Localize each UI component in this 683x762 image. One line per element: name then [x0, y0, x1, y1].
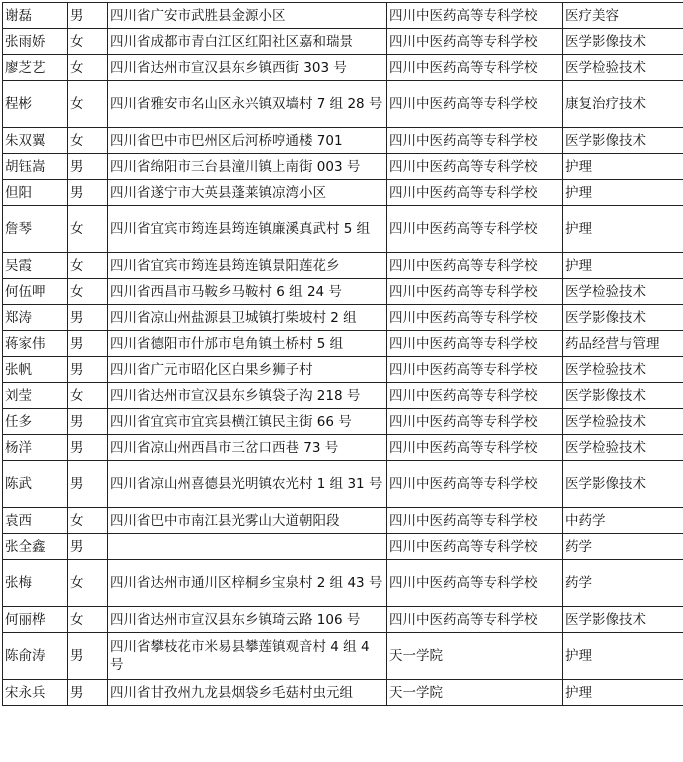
name-cell: 袁西	[3, 508, 68, 534]
address-cell: 四川省德阳市什邡市皂角镇土桥村 5 组	[108, 331, 387, 357]
name-cell: 张全鑫	[3, 534, 68, 560]
address-cell: 四川省甘孜州九龙县烟袋乡毛菇村虫元组	[108, 680, 387, 706]
address-cell: 四川省凉山州盐源县卫城镇打柴坡村 2 组	[108, 305, 387, 331]
school-cell: 四川中医药高等专科学校	[387, 253, 563, 279]
name-cell: 杨洋	[3, 435, 68, 461]
major-cell: 医学影像技术	[563, 29, 683, 55]
table-row	[3, 357, 683, 383]
school-cell: 四川中医药高等专科学校	[387, 154, 563, 180]
gender-cell: 男	[68, 633, 108, 680]
student-table-body	[3, 3, 683, 706]
name-cell: 宋永兵	[3, 680, 68, 706]
major-cell: 医学影像技术	[563, 383, 683, 409]
gender-cell: 男	[68, 409, 108, 435]
table-row	[3, 560, 683, 607]
major-cell: 医学检验技术	[563, 279, 683, 305]
name-cell: 陈武	[3, 461, 68, 508]
table-row	[3, 3, 683, 29]
address-cell: 四川省凉山州西昌市三岔口西巷 73 号	[108, 435, 387, 461]
table-row	[3, 180, 683, 206]
table-row	[3, 383, 683, 409]
name-cell: 但阳	[3, 180, 68, 206]
school-cell: 四川中医药高等专科学校	[387, 461, 563, 508]
major-cell: 中药学	[563, 508, 683, 534]
name-cell: 蒋家伟	[3, 331, 68, 357]
gender-cell: 男	[68, 680, 108, 706]
school-cell: 四川中医药高等专科学校	[387, 435, 563, 461]
school-cell: 四川中医药高等专科学校	[387, 81, 563, 128]
major-cell: 医学检验技术	[563, 55, 683, 81]
table-row	[3, 253, 683, 279]
gender-cell: 男	[68, 461, 108, 508]
major-cell: 药学	[563, 534, 683, 560]
name-cell: 何伍呷	[3, 279, 68, 305]
table-row	[3, 128, 683, 154]
name-cell: 张帆	[3, 357, 68, 383]
name-cell: 詹琴	[3, 206, 68, 253]
address-cell: 四川省达州市宣汉县东乡镇袋子沟 218 号	[108, 383, 387, 409]
major-cell: 医学检验技术	[563, 409, 683, 435]
major-cell: 护理	[563, 154, 683, 180]
school-cell: 四川中医药高等专科学校	[387, 409, 563, 435]
major-cell: 药学	[563, 560, 683, 607]
gender-cell: 男	[68, 534, 108, 560]
table-row	[3, 154, 683, 180]
gender-cell: 女	[68, 55, 108, 81]
table-row	[3, 461, 683, 508]
gender-cell: 女	[68, 607, 108, 633]
school-cell: 四川中医药高等专科学校	[387, 55, 563, 81]
table-row	[3, 331, 683, 357]
name-cell: 朱双翼	[3, 128, 68, 154]
table-row	[3, 633, 683, 680]
gender-cell: 女	[68, 81, 108, 128]
gender-cell: 女	[68, 206, 108, 253]
major-cell: 医学影像技术	[563, 305, 683, 331]
school-cell: 四川中医药高等专科学校	[387, 607, 563, 633]
table-row	[3, 409, 683, 435]
gender-cell: 女	[68, 253, 108, 279]
address-cell: 四川省遂宁市大英县蓬莱镇凉湾小区	[108, 180, 387, 206]
school-cell: 天一学院	[387, 633, 563, 680]
major-cell: 护理	[563, 180, 683, 206]
gender-cell: 男	[68, 180, 108, 206]
gender-cell: 女	[68, 128, 108, 154]
student-table	[2, 2, 683, 706]
name-cell: 陈俞涛	[3, 633, 68, 680]
school-cell: 四川中医药高等专科学校	[387, 128, 563, 154]
gender-cell: 男	[68, 331, 108, 357]
major-cell: 医学检验技术	[563, 357, 683, 383]
gender-cell: 男	[68, 154, 108, 180]
table-row	[3, 508, 683, 534]
table-row	[3, 206, 683, 253]
address-cell: 四川省达州市通川区梓桐乡宝泉村 2 组 43 号	[108, 560, 387, 607]
gender-cell: 女	[68, 383, 108, 409]
major-cell: 医学检验技术	[563, 435, 683, 461]
address-cell: 四川省成都市青白江区红阳社区嘉和瑞景	[108, 29, 387, 55]
major-cell: 护理	[563, 680, 683, 706]
address-cell: 四川省达州市宣汉县东乡镇琦云路 106 号	[108, 607, 387, 633]
name-cell: 刘莹	[3, 383, 68, 409]
gender-cell: 女	[68, 508, 108, 534]
table-row	[3, 607, 683, 633]
gender-cell: 女	[68, 279, 108, 305]
address-cell: 四川省广元市昭化区白果乡狮子村	[108, 357, 387, 383]
table-row	[3, 680, 683, 706]
table-row	[3, 81, 683, 128]
name-cell: 程彬	[3, 81, 68, 128]
gender-cell: 女	[68, 560, 108, 607]
school-cell: 四川中医药高等专科学校	[387, 357, 563, 383]
table-row	[3, 305, 683, 331]
school-cell: 四川中医药高等专科学校	[387, 508, 563, 534]
major-cell: 药品经营与管理	[563, 331, 683, 357]
address-cell: 四川省宜宾市筠连县筠连镇廉溪真武村 5 组	[108, 206, 387, 253]
name-cell: 张梅	[3, 560, 68, 607]
gender-cell: 男	[68, 3, 108, 29]
school-cell: 四川中医药高等专科学校	[387, 383, 563, 409]
gender-cell: 男	[68, 435, 108, 461]
major-cell: 医学影像技术	[563, 461, 683, 508]
address-cell: 四川省广安市武胜县金源小区	[108, 3, 387, 29]
address-cell: 四川省雅安市名山区永兴镇双墙村 7 组 28 号	[108, 81, 387, 128]
gender-cell: 女	[68, 29, 108, 55]
address-cell: 四川省绵阳市三台县潼川镇上南街 003 号	[108, 154, 387, 180]
name-cell: 吴霞	[3, 253, 68, 279]
school-cell: 四川中医药高等专科学校	[387, 279, 563, 305]
address-cell: 四川省宜宾市宜宾县横江镇民主街 66 号	[108, 409, 387, 435]
address-cell: 四川省巴中市巴州区后河桥哼通楼 701	[108, 128, 387, 154]
address-cell: 四川省宜宾市筠连县筠连镇景阳莲花乡	[108, 253, 387, 279]
major-cell: 医学影像技术	[563, 607, 683, 633]
table-row	[3, 534, 683, 560]
address-cell: 四川省巴中市南江县光雾山大道朝阳段	[108, 508, 387, 534]
name-cell: 郑涛	[3, 305, 68, 331]
table-row	[3, 279, 683, 305]
major-cell: 康复治疗技术	[563, 81, 683, 128]
school-cell: 四川中医药高等专科学校	[387, 534, 563, 560]
address-cell: 四川省攀枝花市米易县攀莲镇观音村 4 组 4 号	[108, 633, 387, 680]
school-cell: 四川中医药高等专科学校	[387, 3, 563, 29]
gender-cell: 男	[68, 305, 108, 331]
name-cell: 胡钰嵩	[3, 154, 68, 180]
name-cell: 谢磊	[3, 3, 68, 29]
major-cell: 护理	[563, 253, 683, 279]
name-cell: 廖芝艺	[3, 55, 68, 81]
address-cell: 四川省达州市宣汉县东乡镇西街 303 号	[108, 55, 387, 81]
table-row	[3, 29, 683, 55]
gender-cell: 男	[68, 357, 108, 383]
school-cell: 四川中医药高等专科学校	[387, 29, 563, 55]
name-cell: 任多	[3, 409, 68, 435]
name-cell: 张雨娇	[3, 29, 68, 55]
school-cell: 天一学院	[387, 680, 563, 706]
school-cell: 四川中医药高等专科学校	[387, 560, 563, 607]
major-cell: 医学影像技术	[563, 128, 683, 154]
school-cell: 四川中医药高等专科学校	[387, 305, 563, 331]
school-cell: 四川中医药高等专科学校	[387, 180, 563, 206]
table-row	[3, 435, 683, 461]
name-cell: 何丽桦	[3, 607, 68, 633]
school-cell: 四川中医药高等专科学校	[387, 206, 563, 253]
major-cell: 护理	[563, 633, 683, 680]
major-cell: 医疗美容	[563, 3, 683, 29]
address-cell: 四川省西昌市马鞍乡马鞍村 6 组 24 号	[108, 279, 387, 305]
address-cell: 四川省凉山州喜德县光明镇农光村 1 组 31 号	[108, 461, 387, 508]
major-cell: 护理	[563, 206, 683, 253]
school-cell: 四川中医药高等专科学校	[387, 331, 563, 357]
table-row	[3, 55, 683, 81]
address-cell	[108, 534, 387, 560]
